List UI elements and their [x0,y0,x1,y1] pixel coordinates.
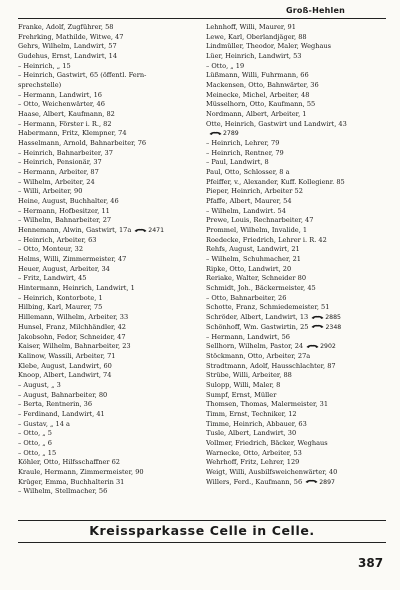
directory-entry [18,226,200,236]
ad-rule-bottom [18,542,386,543]
entry-text: Reriake, Walter, Schneider 80 [206,274,307,283]
directory-entry [18,245,200,255]
directory-entry [206,391,388,401]
entry-text: – Heinrich, Arbeiter, 63 [18,235,97,244]
directory-entry [206,362,388,372]
directory-entry [18,458,200,468]
directory-entry [206,42,388,52]
entry-text: Lüßmann, Willi, Fuhrmann, 66 [206,71,309,80]
entry-text: Lehnhoff, Willi, Maurer, 91 [206,23,296,31]
entry-text: – Gustav, „ 14 a [18,419,70,428]
directory-column-right [206,23,388,487]
directory-entry [18,52,200,62]
directory-entry [18,487,200,497]
telephone-number-text: 2471 [148,227,165,235]
entry-text: Hasselmann, Arnold, Bahnarbeiter, 76 [18,139,147,148]
directory-entry [18,265,200,275]
directory-entry [18,362,200,372]
page-number: 387 [358,556,384,570]
directory-entry [18,352,200,362]
entry-text: Nordmann, Albert, Arbeiter, 1 [206,110,307,119]
entry-text: Otte, Heinrich, Gastwirt und Landwirt, 43 [206,119,347,128]
directory-entry [206,420,388,430]
directory-entry [206,458,388,468]
directory-entry [206,23,388,33]
entry-text: Köhler, Otto, Hilfsschaffner 62 [18,458,120,467]
entry-text: Jakobsohn, Fedor, Schneider, 47 [18,332,126,341]
entry-text: Kalinow, Wassili, Arbeiter, 71 [18,351,116,360]
directory-entry [206,333,388,343]
entry-text: Rehfs, August, Landwirt, 21 [206,245,300,254]
telephone-number [209,129,239,139]
directory-entry [206,207,388,217]
directory-entry [206,439,388,449]
entry-text: Pfaffe, Albert, Maurer, 54 [206,197,292,206]
directory-entry [206,139,388,149]
directory-entry [18,42,200,52]
entry-text: Müsselhorn, Otto, Kaufmann, 55 [206,100,316,109]
directory-entry [206,91,388,101]
telephone-number-text: 2348 [325,323,342,331]
directory-entry [18,23,200,33]
directory-entry [18,478,200,488]
entry-text: – Heinrich, Bahnarbeiter, 37 [18,148,113,157]
running-header: Groß-Hehlen [286,6,345,15]
directory-entry [18,342,200,352]
entry-text: Sellhorn, Wilhelm, Pastor, 24 [206,342,304,351]
directory-entry [18,449,200,459]
telephone-number-text: 2902 [320,343,336,351]
entry-text: Timme, Heinrich, Abbauer, 63 [206,419,307,428]
directory-entry [206,158,388,168]
directory-entry [18,120,200,130]
directory-entry [206,226,388,236]
entry-text: Weigt, Willi, Ausbilfsweichenwärter, 40 [206,467,338,476]
ad-rule-top [18,520,386,521]
entry-text: Lindmüller, Theodor, Maler, Weghaus [206,42,332,51]
directory-entry [18,71,200,81]
directory-column-left [18,23,200,497]
entry-text: Stradtmann, Adolf, Hausschlachter, 87 [206,361,336,370]
directory-entry [206,352,388,362]
directory-entry [206,62,388,72]
directory-entry [206,245,388,255]
entry-text: – Otto, „ 19 [206,61,245,70]
directory-entry [206,284,388,294]
entry-text: Schönhoff, Wm. Gastwirtin, 25 [206,322,309,331]
entry-text: Prewe, Louis, Rechnarbeiter, 47 [206,216,314,225]
directory-entry [18,207,200,217]
entry-text: Hilbing, Karl, Maurer, 75 [18,303,103,312]
entry-text: Hillemann, Wilhelm, Arbeiter, 33 [18,313,129,322]
entry-text: – Otto, Weichenwärter, 46 [18,100,105,109]
entry-text: Pieper, Heinrich, Arbeiter 52 [206,187,303,196]
entry-text: Hintermann, Heinrich, Landwirt, 1 [18,284,135,293]
entry-text: – Hermann, Landwirt, 56 [206,332,290,341]
entry-text: Kraule, Hermann, Zimmermeister, 90 [18,467,144,476]
directory-entry [206,81,388,91]
entry-text: – Wilhelm, Stellmacher, 56 [18,487,108,496]
directory-entry [206,313,388,323]
entry-text: Ripke, Otto, Landwirt, 20 [206,264,292,273]
entry-text: – Otto, Monteur, 32 [18,245,84,254]
entry-text: Prommel, Wilhelm, Invalide, 1 [206,226,308,235]
directory-entry [18,284,200,294]
directory-entry [206,303,388,313]
entry-text: – Hermann, Hofbesitzer, 11 [18,206,110,215]
entry-text: Krüger, Emma, Buchhalterin 31 [18,477,125,486]
entry-text: Vollmer, Friedrich, Bäcker, Weghaus [206,438,328,447]
entry-text: Sumpf, Ernst, Müller [206,390,277,399]
entry-text: Lewe, Karl, Oberlandjäger, 88 [206,32,307,41]
entry-text: Habermann, Fritz, Klempner, 74 [18,129,127,138]
directory-entry [206,400,388,410]
directory-entry [18,81,200,91]
directory-entry [18,187,200,197]
directory-entry [206,342,388,352]
directory-entry [206,110,388,120]
directory-entry [18,439,200,449]
directory-entry [18,178,200,188]
entry-text: Meinecke, Michel, Arbeiter, 48 [206,90,310,99]
telephone-number [311,313,341,323]
directory-entry [18,391,200,401]
entry-text: – Fritz, Landwirt, 45 [18,274,87,283]
directory-entry [206,236,388,246]
entry-text: – Willi, Arbeiter, 90 [18,187,83,196]
entry-text: – Hermann, Arbeiter, 87 [18,168,99,177]
directory-entry [206,52,388,62]
directory-entry [206,478,388,488]
entry-text: Roedecke, Friedrich, Lehrer i. R. 42 [206,235,327,244]
directory-entry [18,468,200,478]
directory-entry [18,255,200,265]
telephone-number-text: 2789 [223,130,239,138]
entry-text: Warnecke, Otto, Arbeiter, 53 [206,448,302,457]
directory-entry [206,216,388,226]
entry-text: – Otto, „ 6 [18,438,52,447]
entry-text: Schmidt, Joh., Bäckermeister, 45 [206,284,316,293]
directory-entry [206,468,388,478]
directory-entry [206,294,388,304]
directory-entry [206,120,388,130]
entry-text: – Otto, „ 5 [18,429,52,438]
directory-entry [206,187,388,197]
directory-entry [206,274,388,284]
directory-entry [18,33,200,43]
directory-entry [18,236,200,246]
entry-text: – Berta, Rentnerin, 36 [18,400,93,409]
entry-text: Gehrs, Wilhelm, Landwirt, 57 [18,42,117,51]
directory-entry [206,149,388,159]
directory-entry [18,294,200,304]
entry-text: – Heinrich, Pensionär, 37 [18,158,102,167]
entry-text: – Hermann, Landwirt, 16 [18,90,102,99]
entry-text: Willers, Ferd., Kaufmann, 56 [206,477,303,486]
entry-text: – Ferdinand, Landwirt, 41 [18,409,105,418]
directory-entry [206,197,388,207]
entry-text: – Wilhelm, Schuhmacher, 21 [206,255,301,264]
telephone-number [306,342,336,352]
entry-text: – Heinrich, Gastwirt, 65 (öffentl. Fern- [18,71,147,80]
entry-text: – Otto, „ 15 [18,448,57,457]
directory-entry [18,400,200,410]
entry-text: Gudehus, Ernst, Landwirt, 14 [18,52,118,61]
directory-entry [206,429,388,439]
entry-text: – Heinrich, Kontorbote, 1 [18,293,103,302]
telephone-number-text: 2897 [319,478,335,486]
directory-entry [18,129,200,139]
directory-entry [206,449,388,459]
entry-text: Helms, Willi, Zimmermeister, 47 [18,255,127,264]
directory-entry [18,149,200,159]
directory-entry [18,274,200,284]
directory-entry [206,265,388,275]
directory-entry [18,216,200,226]
directory-entry [18,420,200,430]
entry-text: Heine, August, Buchhalter, 46 [18,197,119,206]
entry-text: Kaiser, Wilhelm, Bahnarbeiter, 23 [18,342,131,351]
directory-entry [18,313,200,323]
directory-entry [206,323,388,333]
directory-entry [206,255,388,265]
directory-entry [18,139,200,149]
entry-text: Knoop, Albert, Landwirt, 74 [18,371,112,380]
telephone-icon [311,315,324,320]
entry-text: Timm, Ernst, Techniker, 12 [206,409,297,418]
telephone-icon [306,344,319,349]
directory-entry [206,168,388,178]
entry-text: Strübe, Willi, Arbeiter, 88 [206,371,292,380]
telephone-number [305,478,335,488]
advertisement-banner: Kreissparkasse Celle in Celle. [89,523,315,538]
entry-text: Thomsen, Thomas, Malermeister, 31 [206,400,329,409]
directory-entry [18,62,200,72]
entry-text: – Wilhelm, Arbeiter, 24 [18,177,95,186]
entry-text: – Wilhelm, Bahnarbeiter, 27 [18,216,112,225]
directory-entry [18,323,200,333]
directory-entry [206,371,388,381]
directory-entry [18,91,200,101]
entry-text: Klebe, August, Landwirt, 60 [18,361,112,370]
entry-text: Wehrhoff, Fritz, Lehrer, 129 [206,458,300,467]
entry-text: – Heinrich, „ 15 [18,61,71,70]
directory-entry [18,197,200,207]
directory-entry [206,33,388,43]
entry-text: Haase, Albert, Kaufmann, 82 [18,110,115,119]
directory-entry [206,410,388,420]
entry-text: Schotte, Franz, Schmiedemeister, 51 [206,303,330,312]
entry-text: – Heinrich, Rentner, 79 [206,148,284,157]
directory-entry [18,303,200,313]
directory-entry [18,110,200,120]
header-rule [18,18,386,19]
directory-entry [206,100,388,110]
telephone-icon [209,131,222,136]
entry-text: – Wilhelm, Landwirt. 54 [206,206,286,215]
entry-text: Pfeiffer, v., Alexander, Kuff. Kollegienr. 85 [206,177,345,186]
entry-text: Frehrking, Mathilde, Witwe, 47 [18,32,124,41]
entry-text: – Otto, Bahnarbeiter, 26 [206,293,287,302]
directory-entry [206,178,388,188]
directory-entry [206,71,388,81]
directory-entry [18,371,200,381]
entry-text: – Paul, Landwirt, 8 [206,158,269,167]
entry-text: Paul, Otto, Schlosser, 8 a [206,168,290,177]
entry-text: Hunsel, Franz, Milchhändler, 42 [18,322,126,331]
entry-text: Sulopp, Willi, Maler, 8 [206,380,281,389]
directory-entry [18,429,200,439]
entry-text: sprechstelle) [18,81,62,90]
entry-text: Tusle, Albert, Landwirt, 30 [206,429,297,438]
directory-entry [18,158,200,168]
directory-entry [18,333,200,343]
telephone-icon [311,324,324,329]
directory-entry [18,381,200,391]
entry-text: Stöckmann, Otto, Arbeiter, 27a [206,351,311,360]
telephone-number-text: 2885 [325,314,341,322]
entry-text: Schröder, Albert, Landwirt, 13 [206,313,309,322]
entry-text: – August, Bahnarbeiter, 80 [18,390,108,399]
telephone-number [311,323,341,333]
entry-text: Franke, Adolf, Zugführer, 58 [18,23,114,31]
telephone-number [134,226,164,236]
entry-text: Heuer, August, Arbeiter, 34 [18,264,110,273]
directory-entry [206,381,388,391]
entry-text: Mackensen, Otto, Bahnwärter, 36 [206,81,319,90]
entry-text: Hennemann, Alwin, Gastwirt, 17a [18,226,132,235]
directory-entry [206,129,388,139]
entry-text: Lüer, Heinrich, Landwirt, 53 [206,52,302,61]
directory-entry [18,100,200,110]
telephone-icon [134,228,147,233]
entry-text: – August, „ 3 [18,380,61,389]
directory-entry [18,168,200,178]
entry-text: – Hermann, Förster i. R., 82 [18,119,112,128]
telephone-icon [305,479,318,484]
entry-text: – Heinrich, Lehrer, 79 [206,139,280,148]
directory-entry [18,410,200,420]
